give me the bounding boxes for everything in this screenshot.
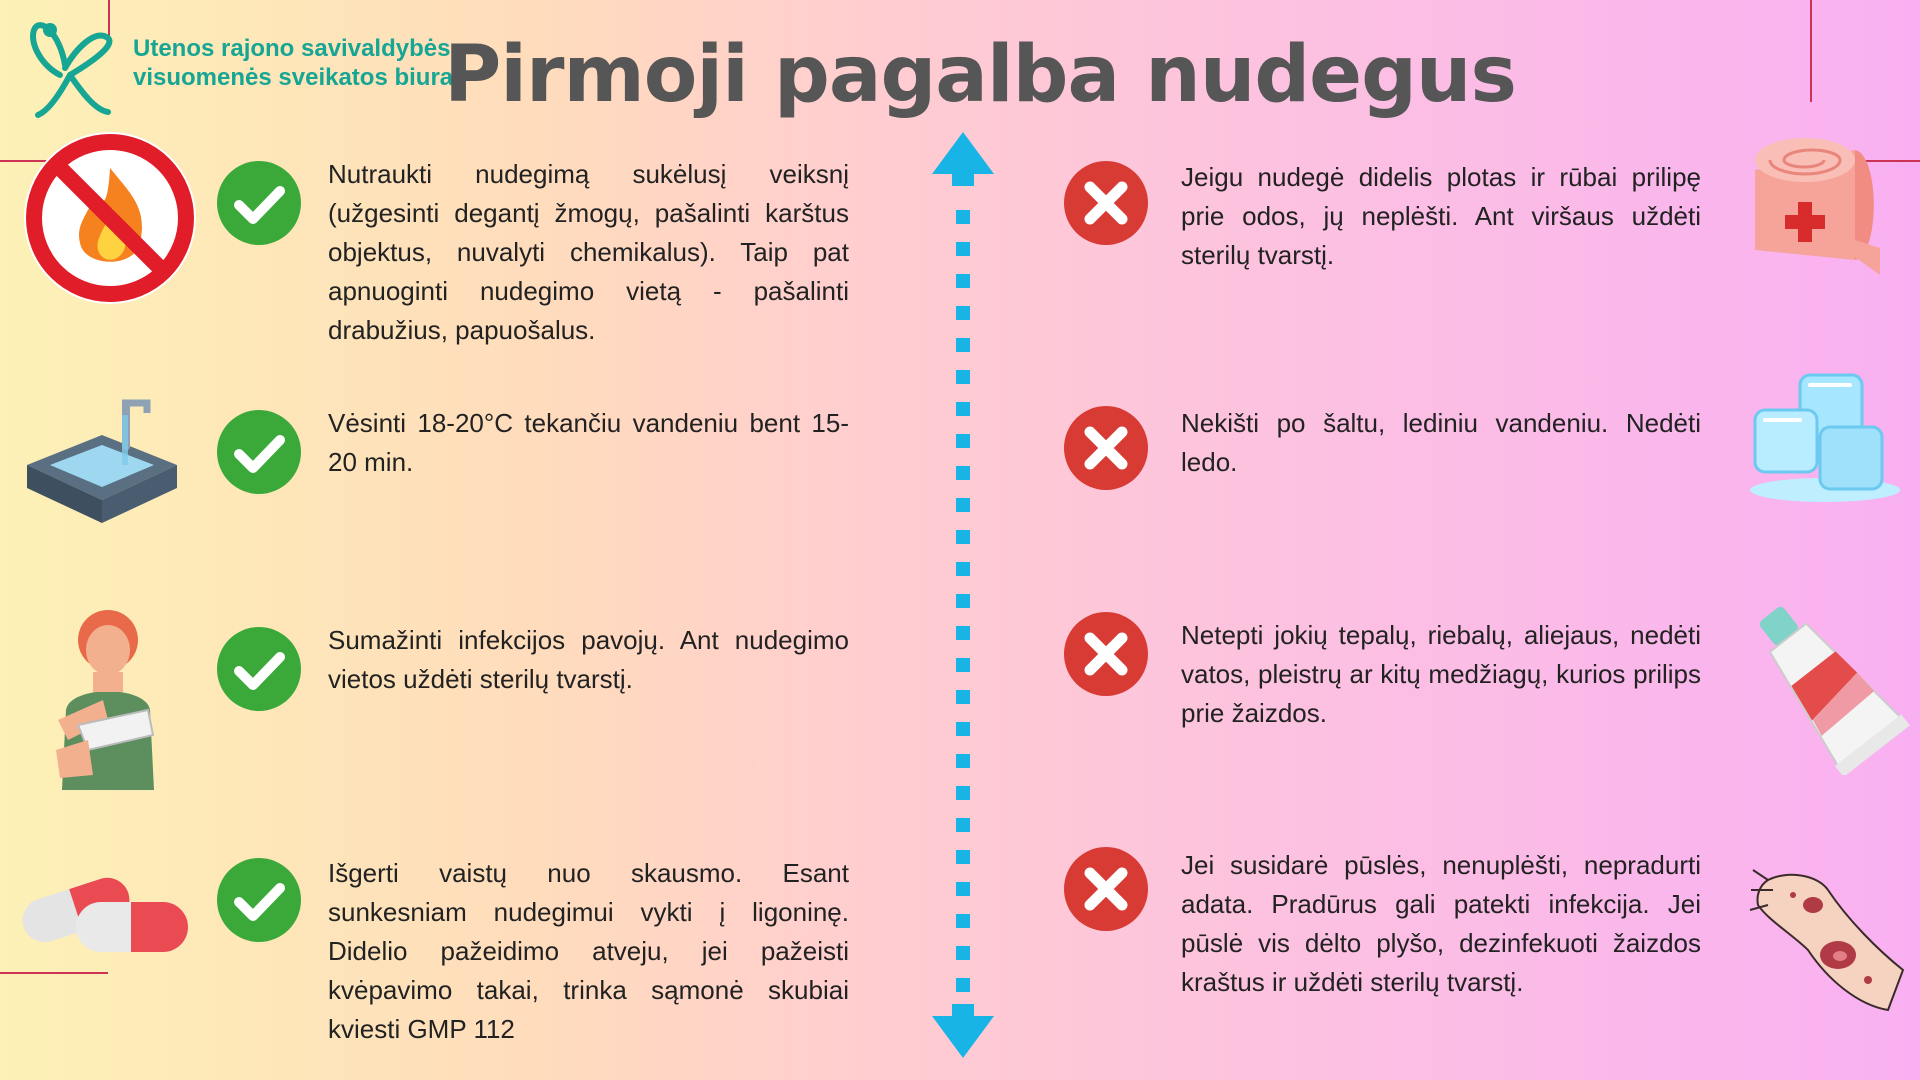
check-icon bbox=[217, 410, 301, 494]
cross-icon bbox=[1064, 612, 1148, 696]
do-text-3: Sumažinti infekcijos pavojų. Ant nudegimo vietos uždėti sterilų tvarstį. bbox=[328, 625, 849, 694]
arrow-dash bbox=[956, 498, 970, 512]
dont-text-3: Netepti jokių tepalų, riebalų, aliejaus, nedėti vatos, pleistrų ar kitų medžiagų, kurios prilips prie žaizdos. bbox=[1181, 620, 1701, 728]
dont-text-1: Jeigu nudegė didelis plotas ir rūbai prilipę prie odos, jų neplėšti. Ant viršaus uždėti sterilų tvarstį. bbox=[1181, 162, 1701, 270]
double-arrow-divider bbox=[930, 130, 996, 1060]
no-fire-icon bbox=[20, 128, 200, 308]
arrow-dash bbox=[956, 754, 970, 768]
arrow-dash bbox=[956, 818, 970, 832]
arrow-dash bbox=[956, 626, 970, 640]
arrow-dash bbox=[956, 946, 970, 960]
bandage-roll-icon bbox=[1745, 130, 1885, 280]
arrow-dash bbox=[956, 882, 970, 896]
arrow-dash bbox=[956, 530, 970, 544]
check-icon bbox=[217, 161, 301, 245]
arrow-dash bbox=[956, 914, 970, 928]
arrow-dash bbox=[956, 690, 970, 704]
arrow-dash bbox=[956, 434, 970, 448]
do-text-4: Išgerti vaistų nuo skausmo. Esant sunkesniam nudegimui vykti į ligoninę. Didelio pažeidimo atveju, jei pažeisti kvėpavimo takai, trinka sąmonė skubiai kviesti GMP 112 bbox=[328, 858, 849, 1044]
check-icon bbox=[217, 858, 301, 942]
ice-cubes-icon bbox=[1740, 365, 1900, 505]
arrow-dash bbox=[956, 306, 970, 320]
arrow-dash bbox=[956, 242, 970, 256]
arrow-dash bbox=[956, 402, 970, 416]
arrow-dash bbox=[956, 338, 970, 352]
dont-text-4: Jei susidarė pūslės, nenuplėšti, nepradurti adata. Pradūrus gali patekti infekcija. Jei pūslė vis dėlto plyšo, dezinfekuoti žaizdos kraštus ir uždėti sterilų tvarstį. bbox=[1181, 850, 1701, 997]
org-line-2: visuomenės sveikatos biuras bbox=[133, 64, 467, 91]
cross-icon bbox=[1064, 161, 1148, 245]
arrow-dash bbox=[956, 370, 970, 384]
sink-icon bbox=[22, 395, 182, 530]
pills-icon bbox=[16, 860, 191, 960]
page-title: Pirmoji pagalba nudegus bbox=[444, 30, 1516, 120]
org-line-1: Utenos rajono savivaldybės bbox=[133, 35, 451, 62]
blistered-hand-icon bbox=[1748, 860, 1908, 1020]
arrow-dash bbox=[956, 594, 970, 608]
arrow-dash bbox=[956, 466, 970, 480]
cross-icon bbox=[1064, 406, 1148, 490]
dont-text-2: Nekišti po šaltu, lediniu vandeniu. Nedėti ledo. bbox=[1181, 408, 1701, 477]
arrow-dash bbox=[956, 210, 970, 224]
arrow-dash bbox=[956, 850, 970, 864]
arrow-dash bbox=[956, 978, 970, 992]
arrow-dash bbox=[956, 274, 970, 288]
cross-icon bbox=[1064, 847, 1148, 931]
arrow-dash bbox=[956, 562, 970, 576]
decor-line bbox=[0, 972, 108, 974]
arrow-dash bbox=[956, 722, 970, 736]
do-text-1: Nutraukti nudegimą sukėlusį veiksnį (užgesinti degantį žmogų, pašalinti karštus objektus, nuvalyti chemikalus). Taip pat apnuoginti nudegimo vietą - pašalinti drabužius, papuošalus. bbox=[328, 159, 849, 345]
arrow-dash bbox=[956, 658, 970, 672]
bandaged-arm-person-icon bbox=[48, 600, 168, 790]
ointment-tube-icon bbox=[1740, 595, 1910, 775]
check-icon bbox=[217, 627, 301, 711]
do-text-2: Vėsinti 18-20°C tekančiu vandeniu bent 15-20 min. bbox=[328, 408, 849, 477]
arrow-dash bbox=[956, 786, 970, 800]
